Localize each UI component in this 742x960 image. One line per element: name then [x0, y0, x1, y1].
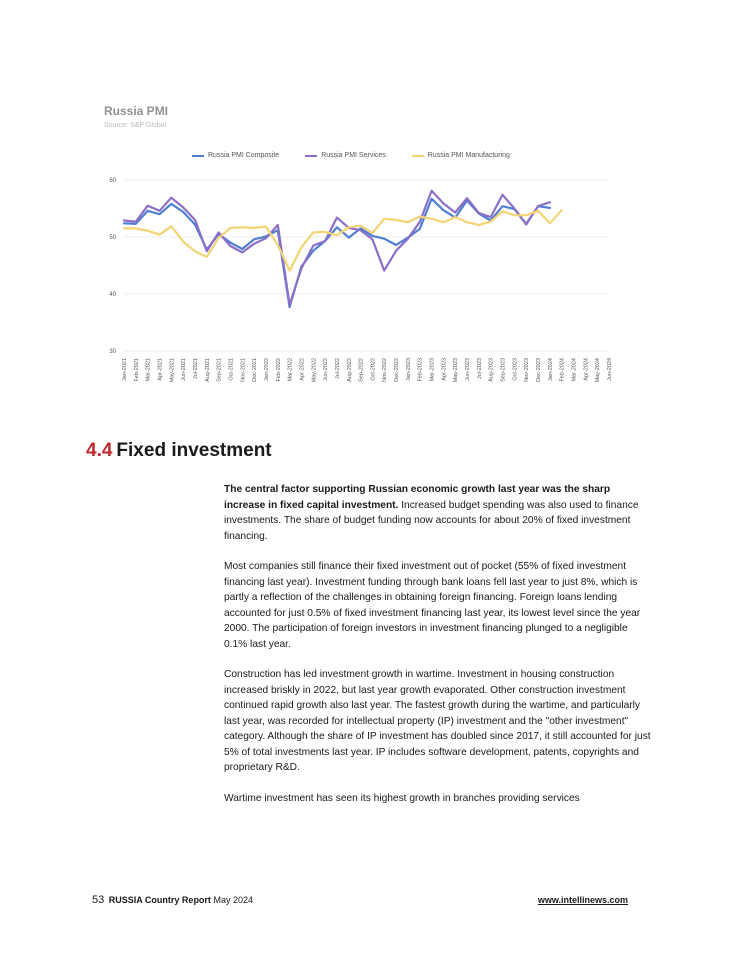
- x-tick-label: Jul-2023: [476, 358, 483, 380]
- x-tick-label: Jan-2023: [405, 358, 412, 381]
- x-tick-label: Dec-2023: [536, 358, 543, 382]
- paragraph-4: Wartime investment has seen its highest growth in branches providing services: [224, 792, 580, 804]
- legend-label: Russia PMI Services: [321, 152, 386, 159]
- x-tick-label: Feb-2022: [275, 358, 282, 382]
- section-title: Fixed investment: [116, 440, 272, 461]
- pmi-chart: [104, 104, 624, 383]
- x-tick-label: Jun-2022: [323, 358, 330, 381]
- section-number: 4.4: [86, 440, 113, 461]
- x-tick-label: Aug-2022: [346, 358, 353, 382]
- x-tick-label: Feb-2021: [133, 358, 140, 382]
- x-tick-label: Mar-2023: [429, 358, 436, 382]
- footer-link[interactable]: www.intellinews.com: [537, 895, 628, 905]
- x-tick-label: Jun-2021: [181, 358, 188, 381]
- body-text: [224, 482, 652, 821]
- x-tick-label: May-2024: [595, 358, 602, 383]
- section-heading: [86, 440, 272, 462]
- x-tick-label: May-2021: [169, 358, 176, 383]
- lead-sentence: The central factor supporting Russian economic growth last year was the sharp increase in fixed capital investment.: [224, 484, 611, 511]
- x-tick-label: Jun-2024: [607, 358, 613, 381]
- chart-title: Russia PMI: [104, 104, 169, 118]
- paragraph-3: Construction has led investment growth in wartime. Investment in housing construction increased briskly in 2022, but last year growth evaporated. Other construction investment continued rapid growth also last year. The fastest growth during the wartime, and particularly last year, was recorded for intellectual property (IP) investment and the "other investment" category. Although the share of IP investment has doubled since 2017, it still accounted for just 5% of total investments last year. IP includes software development, patents, copyrights and proprietary R&D.: [224, 669, 651, 773]
- x-tick-label: Aug-2023: [488, 358, 495, 382]
- x-tick-label: Sep-2023: [500, 358, 507, 382]
- x-tick-label: Feb-2024: [559, 358, 566, 382]
- x-tick-label: Jun-2023: [465, 358, 472, 381]
- x-tick-label: Jul-2022: [334, 358, 341, 380]
- x-tick-label: Apr-2023: [441, 358, 448, 381]
- page-footer: [92, 894, 628, 906]
- report-date: May 2024: [213, 895, 253, 905]
- series-line: [124, 191, 550, 305]
- x-tick-label: Apr-2024: [583, 358, 590, 381]
- paragraph-2: Most companies still finance their fixed investment out of pocket (55% of fixed investment financing last year). Investment funding through bank loans fell last year to just 8%, which is partly a reflection of the challenges in obtaining foreign financing. Foreign loans lending accounted for just 0.5% of fixed investment financing last year, its lowest level since the year 2000. The participation of foreign investors in investment financing plunged to a negligible 0.1% last year.: [224, 561, 641, 650]
- report-name: RUSSIA Country Report: [108, 895, 211, 905]
- x-tick-label: Oct-2022: [370, 358, 377, 381]
- x-tick-label: Jul-2021: [192, 358, 199, 380]
- x-tick-label: Nov-2023: [524, 358, 531, 382]
- y-tick-label: 60: [109, 178, 116, 184]
- footer-left: [92, 894, 253, 906]
- x-tick-label: Jan-2022: [263, 358, 270, 381]
- x-tick-label: Mar-2021: [145, 358, 152, 382]
- x-tick-label: Nov-2022: [382, 358, 389, 382]
- x-tick-label: Sep-2021: [216, 358, 223, 382]
- x-tick-label: Feb-2023: [417, 358, 424, 382]
- paragraph-1-rest: Increased budget spending was also used to finance investments. The share of budget funding now accounts for about 20% of fixed investment financing.: [224, 499, 639, 542]
- x-tick-label: Apr-2021: [157, 358, 164, 381]
- x-tick-label: Dec-2021: [252, 358, 259, 382]
- x-tick-label: Mar-2024: [571, 358, 578, 382]
- x-tick-label: Jan-2021: [122, 358, 128, 381]
- x-tick-label: Mar-2022: [287, 358, 294, 382]
- chart-plot: [104, 104, 624, 404]
- x-tick-label: May-2023: [453, 358, 460, 383]
- legend-label: Russia PMI Composite: [208, 152, 280, 159]
- y-tick-label: 30: [109, 349, 116, 355]
- y-tick-label: 50: [109, 235, 116, 241]
- x-tick-label: Dec-2022: [394, 358, 401, 382]
- x-tick-label: May-2022: [311, 358, 318, 383]
- x-tick-label: Jan-2024: [547, 358, 554, 381]
- paragraph-1: [224, 482, 652, 544]
- legend-label: Russia PMI Manufacturing: [427, 152, 510, 159]
- x-tick-label: Sep-2022: [358, 358, 365, 382]
- x-tick-label: Aug-2021: [204, 358, 211, 382]
- y-tick-label: 40: [109, 292, 116, 298]
- x-tick-label: Oct-2023: [512, 358, 519, 381]
- x-tick-label: Apr-2022: [299, 358, 306, 381]
- page-number: 53: [92, 894, 105, 906]
- x-tick-label: Nov-2021: [240, 358, 247, 382]
- chart-source: Source: S&P Global: [104, 122, 167, 129]
- x-tick-label: Oct-2021: [228, 358, 235, 381]
